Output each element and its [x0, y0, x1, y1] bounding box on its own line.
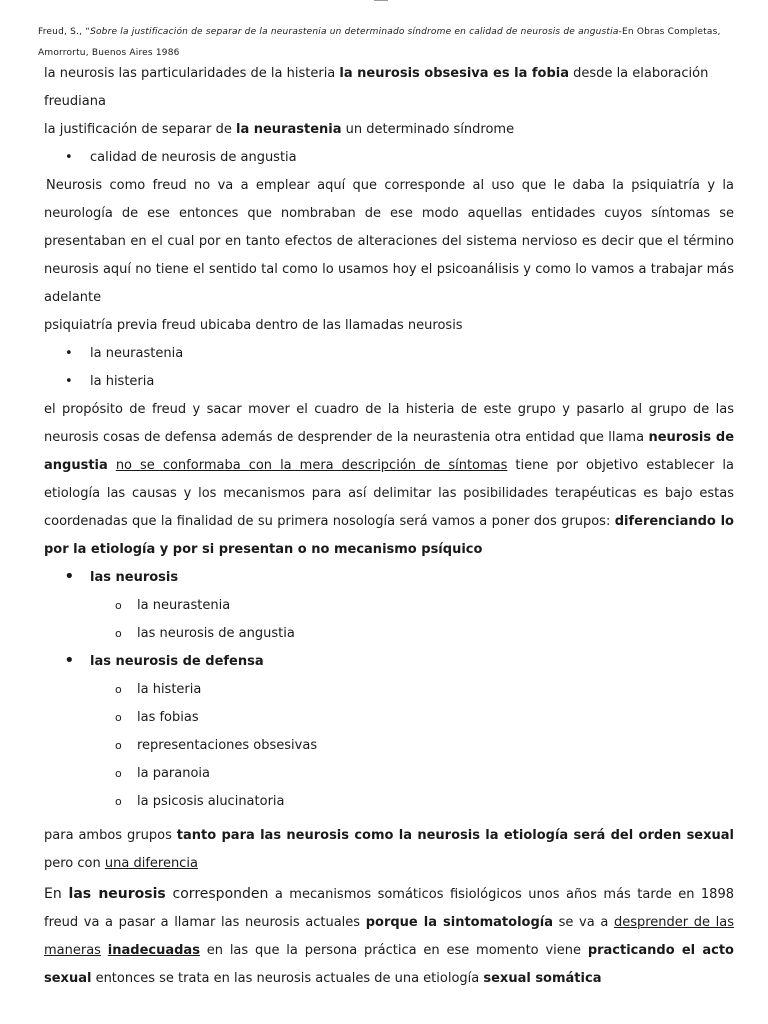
text-run: para ambos grupos [44, 828, 177, 843]
text-run: en las que la persona práctica en ese momento viene [199, 943, 588, 958]
text-run: la justificación de separar de [44, 122, 236, 137]
text-run: freudiana [44, 94, 106, 109]
bullet-list [44, 340, 734, 396]
sub-list-item: o las neurosis de angustia [44, 620, 734, 648]
sub-list-item: o la psicosis alucinatoria [44, 788, 734, 816]
bold-run: porque la sintomatología [365, 915, 553, 930]
sub-list [44, 676, 734, 816]
document-body [44, 60, 734, 993]
text-run [108, 458, 116, 473]
citation-publisher: Amorrortu, Buenos Aires 1986 [38, 48, 180, 58]
sub-list-item: o la histeria [44, 676, 734, 704]
sub-list-item: o la neurastenia [44, 592, 734, 620]
list-item [44, 648, 734, 676]
paragraph-3: Neurosis como freud no va a emplear aquí que corresponde al uso que le daba la psiquiatría y la neurología de ese entonces que nombraban de ese modo aquellas entidades cuyos síntomas se presentaban en el cual por en tanto efectos de alteraciones del sistema nervioso es decir que el término neurosis aquí no tiene el sentido tal como lo usamos hoy el psicoanálisis y como lo vamos a trabajar más adelante [44, 178, 734, 305]
citation-source: -En Obras Completas, [618, 27, 721, 37]
underlined-run: una diferencia [104, 856, 198, 871]
list-item [44, 564, 734, 592]
text-run: un determinado síndrome [341, 122, 515, 137]
bold-run: diferenciando lo por la etiología y por si presentan o no mecanismo psíquico [44, 514, 734, 557]
bold-run: la neurosis obsesiva es la fobia [339, 66, 570, 81]
text-run: la neurosis las particularidades de la histeria [44, 66, 340, 81]
sub-list [44, 592, 734, 648]
underlined-bold-run: inadecuadas [107, 943, 200, 958]
citation-author: Freud, S., “ [38, 27, 91, 37]
sub-list-item: o la paranoia [44, 760, 734, 788]
bullet-list [44, 564, 734, 592]
sub-list-item: o representaciones obsesivas [44, 732, 734, 760]
bullet-list [44, 144, 734, 172]
paragraph-2 [44, 116, 734, 144]
bold-run: sexual somática [483, 971, 602, 986]
bold-run: las neurosis [68, 886, 166, 902]
list-item: • la neurastenia [44, 340, 734, 368]
text-run [101, 943, 108, 958]
text-run: tiene por objetivo establecer la etiología las causas y los mecanismos para así delimitar las posibilidades terapéuticas es bajo estas coordenadas que la finalidad de su primera nosología será vamos a poner dos grupos: [44, 458, 734, 529]
group-label: las neurosis de defensa [90, 654, 264, 669]
text-run: En [44, 886, 69, 902]
paragraph-1 [44, 60, 734, 116]
paragraph-4: psiquiatría previa freud ubicaba dentro de las llamadas neurosis [44, 318, 463, 333]
underlined-run: desprender de las maneras [44, 915, 734, 958]
text-run: el propósito de freud y sacar mover el cuadro de la histeria de este grupo y pasarlo al grupo de las neurosis cosas de defensa además de desprender de la neurastenia otra entidad que llama [44, 402, 734, 445]
citation-title: Sobre la justificación de separar de la neurastenia un determinado síndrome en calidad de neurosis de angustia [90, 27, 619, 37]
paragraph-7 [44, 880, 734, 993]
text-run: desde la elaboración [569, 66, 709, 81]
text-run: pero con [44, 856, 105, 871]
text-run: a mecanismos somáticos fisiológicos unos años más tarde en 1898 freud va a pasar a llamar las neurosis actuales [44, 887, 735, 930]
underlined-run: no se conformaba con la mera descripción de síntomas [115, 458, 508, 473]
paragraph-5 [44, 396, 734, 564]
top-marker [374, 0, 388, 1]
bold-run: neurosis de angustia [44, 430, 735, 473]
text-run: entonces se trata en las neurosis actuales de una etiología [91, 971, 484, 986]
bold-run: tanto para las neurosis como la neurosis la etiología será del orden sexual [176, 828, 734, 843]
bold-run: practicando el acto sexual [44, 943, 734, 986]
sub-list-item: o las fobias [44, 704, 734, 732]
text-run: corresponden [165, 886, 269, 902]
list-item: • la histeria [44, 368, 734, 396]
text-run: se va a [553, 915, 614, 930]
bullet-list [44, 648, 734, 676]
bold-run: la neurastenia [235, 122, 342, 137]
citation-header [38, 22, 738, 64]
paragraph-6 [44, 822, 734, 878]
group-label: las neurosis [90, 570, 179, 585]
list-item: • calidad de neurosis de angustia [44, 144, 734, 172]
